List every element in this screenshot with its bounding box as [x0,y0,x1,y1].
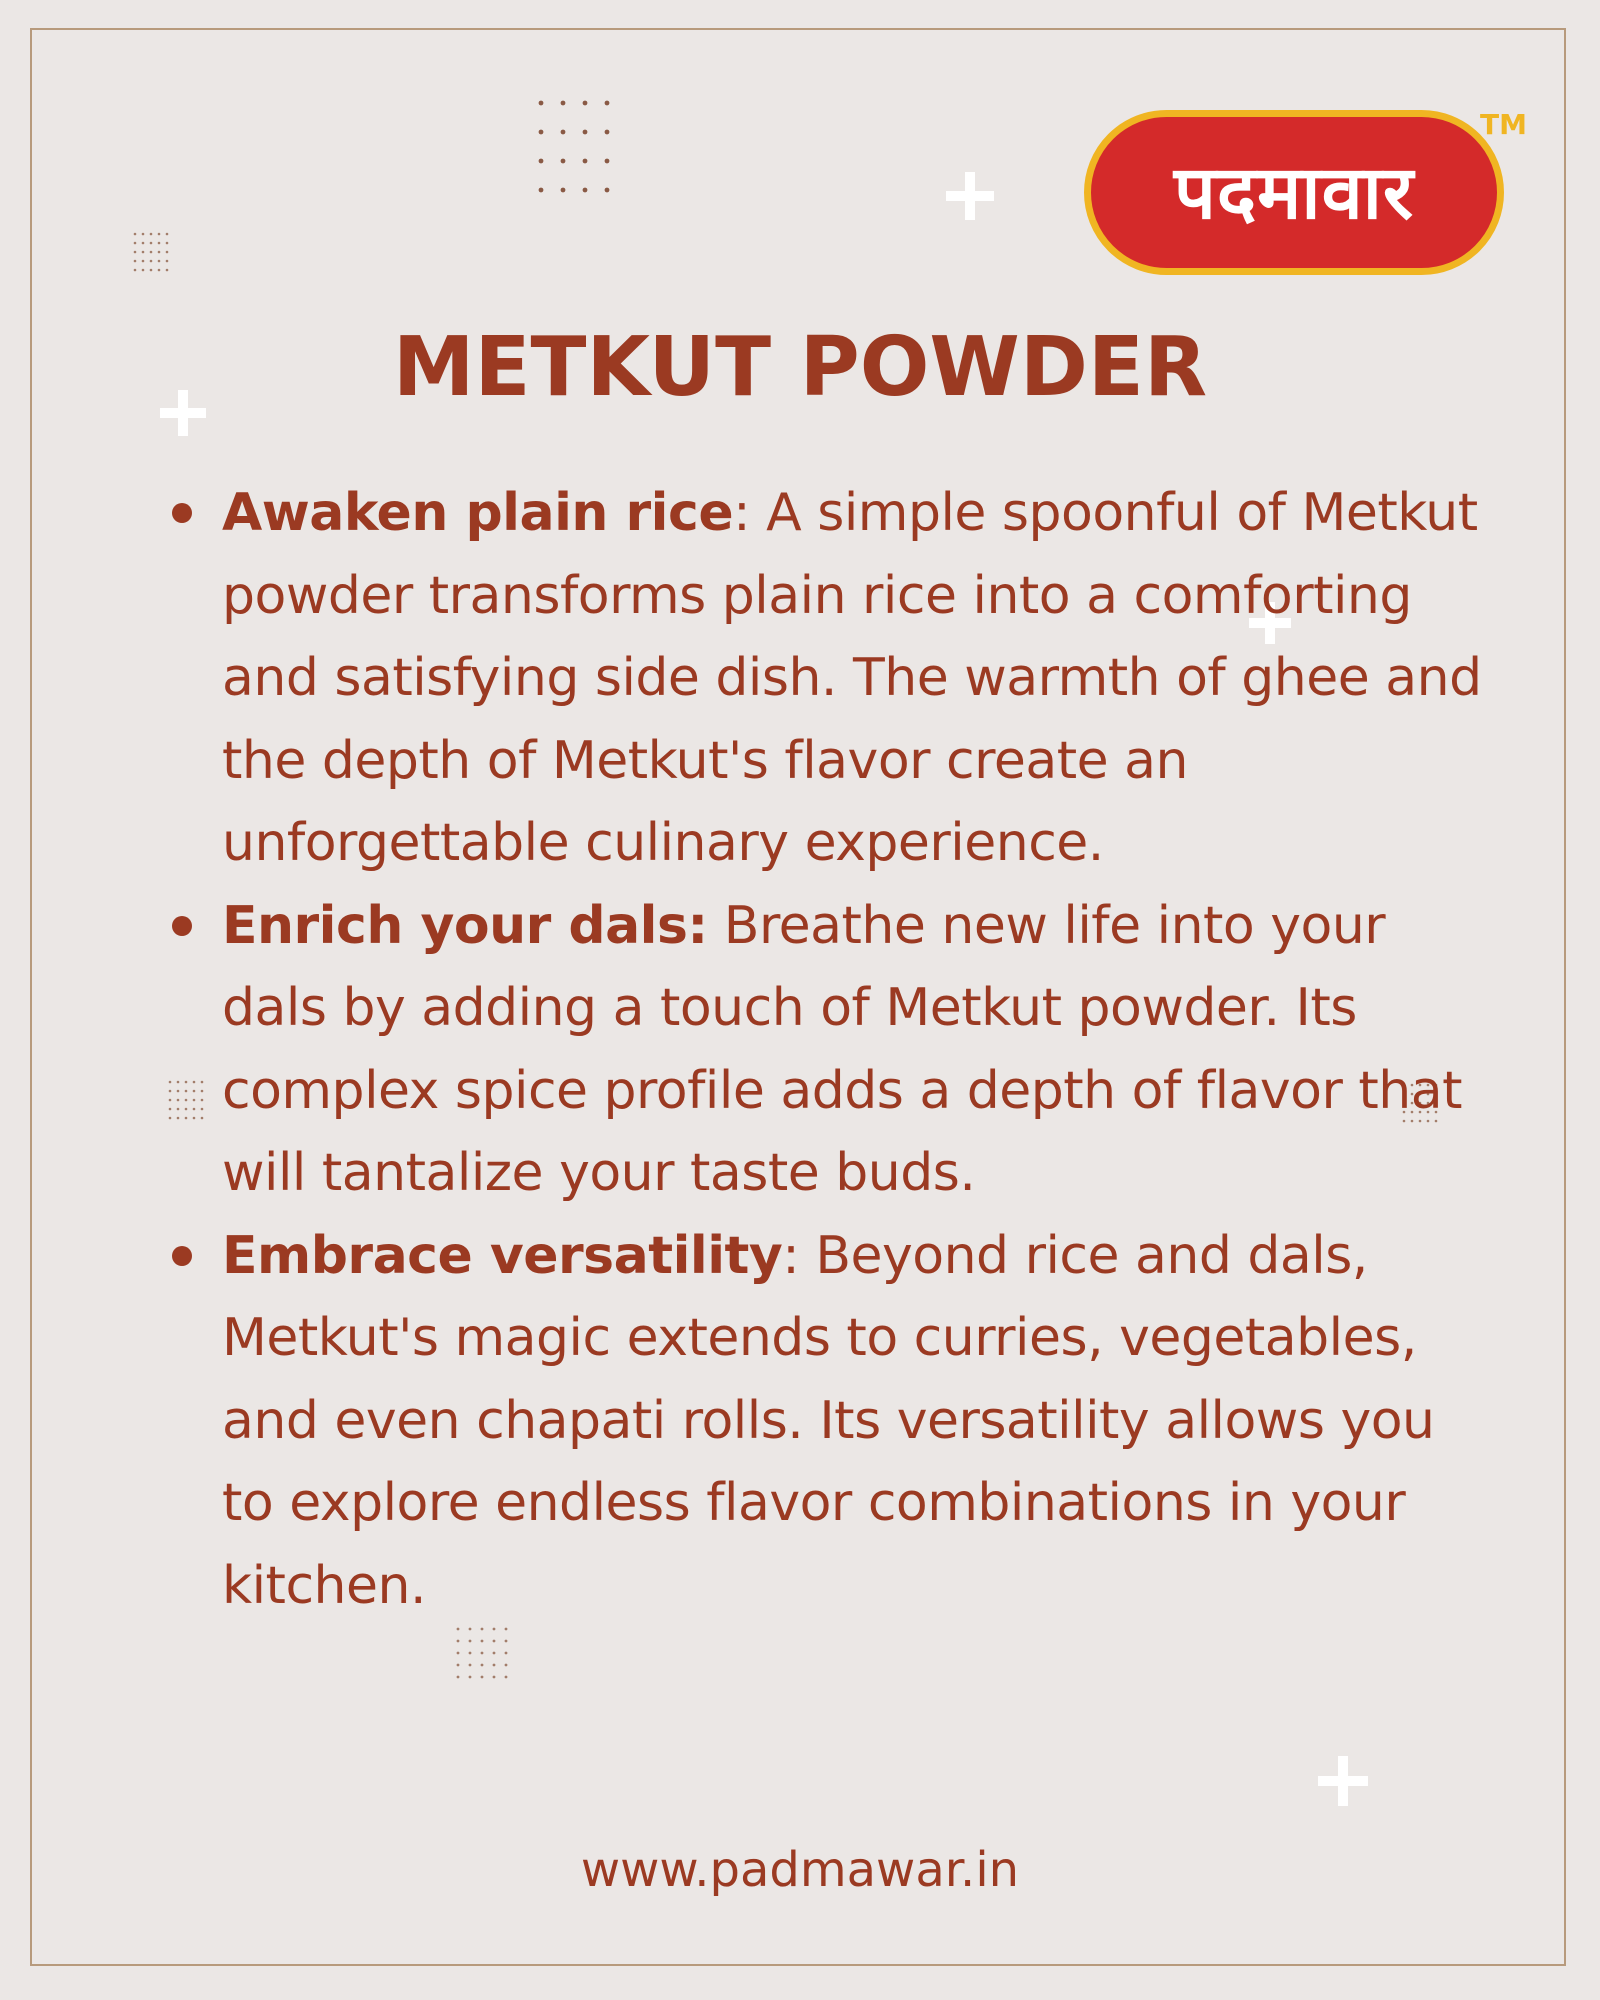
item-text: : Beyond rice and dals, Metkut's magic extends to curries, vegetables, and even chapati rolls. Its versatility allows you to explore endless flavor combinations in your kitchen. [222,1225,1435,1616]
benefits-list [222,472,1482,1627]
list-item [222,1215,1482,1628]
dot-grid-icon [536,98,626,202]
bullet-icon [172,503,192,523]
list-item [222,885,1482,1215]
item-text: Breathe new life into your dals by adding a touch of Metkut powder. Its complex spice profile adds a depth of flavor that will tantalize your taste buds. [222,895,1462,1203]
item-lead: Awaken plain rice [222,483,734,543]
page-title: METKUT POWDER [392,320,1208,415]
logo-text: पदमावार [1173,150,1415,236]
trademark-mark: TM [1480,108,1527,141]
bullet-icon [172,916,192,936]
item-lead: Embrace versatility [222,1225,783,1286]
plus-icon [944,170,996,222]
logo-pill [1084,110,1504,275]
list-item [222,472,1482,885]
dot-grid-icon [133,232,173,276]
website-link[interactable]: www.padmawar.in [580,1842,1020,1898]
brand-logo [1084,110,1504,275]
plus-icon [1316,1754,1370,1808]
bullet-icon [172,1246,192,1266]
dot-grid-icon [168,1080,208,1124]
item-text: : A simple spoonful of Metkut powder transforms plain rice into a comforting and satisfying side dish. The warmth of ghee and the depth of Metkut's flavor create an unforgettable culinary experience. [222,483,1482,873]
item-lead: Enrich your dals: [222,895,708,956]
dot-grid-icon [455,1626,515,1686]
